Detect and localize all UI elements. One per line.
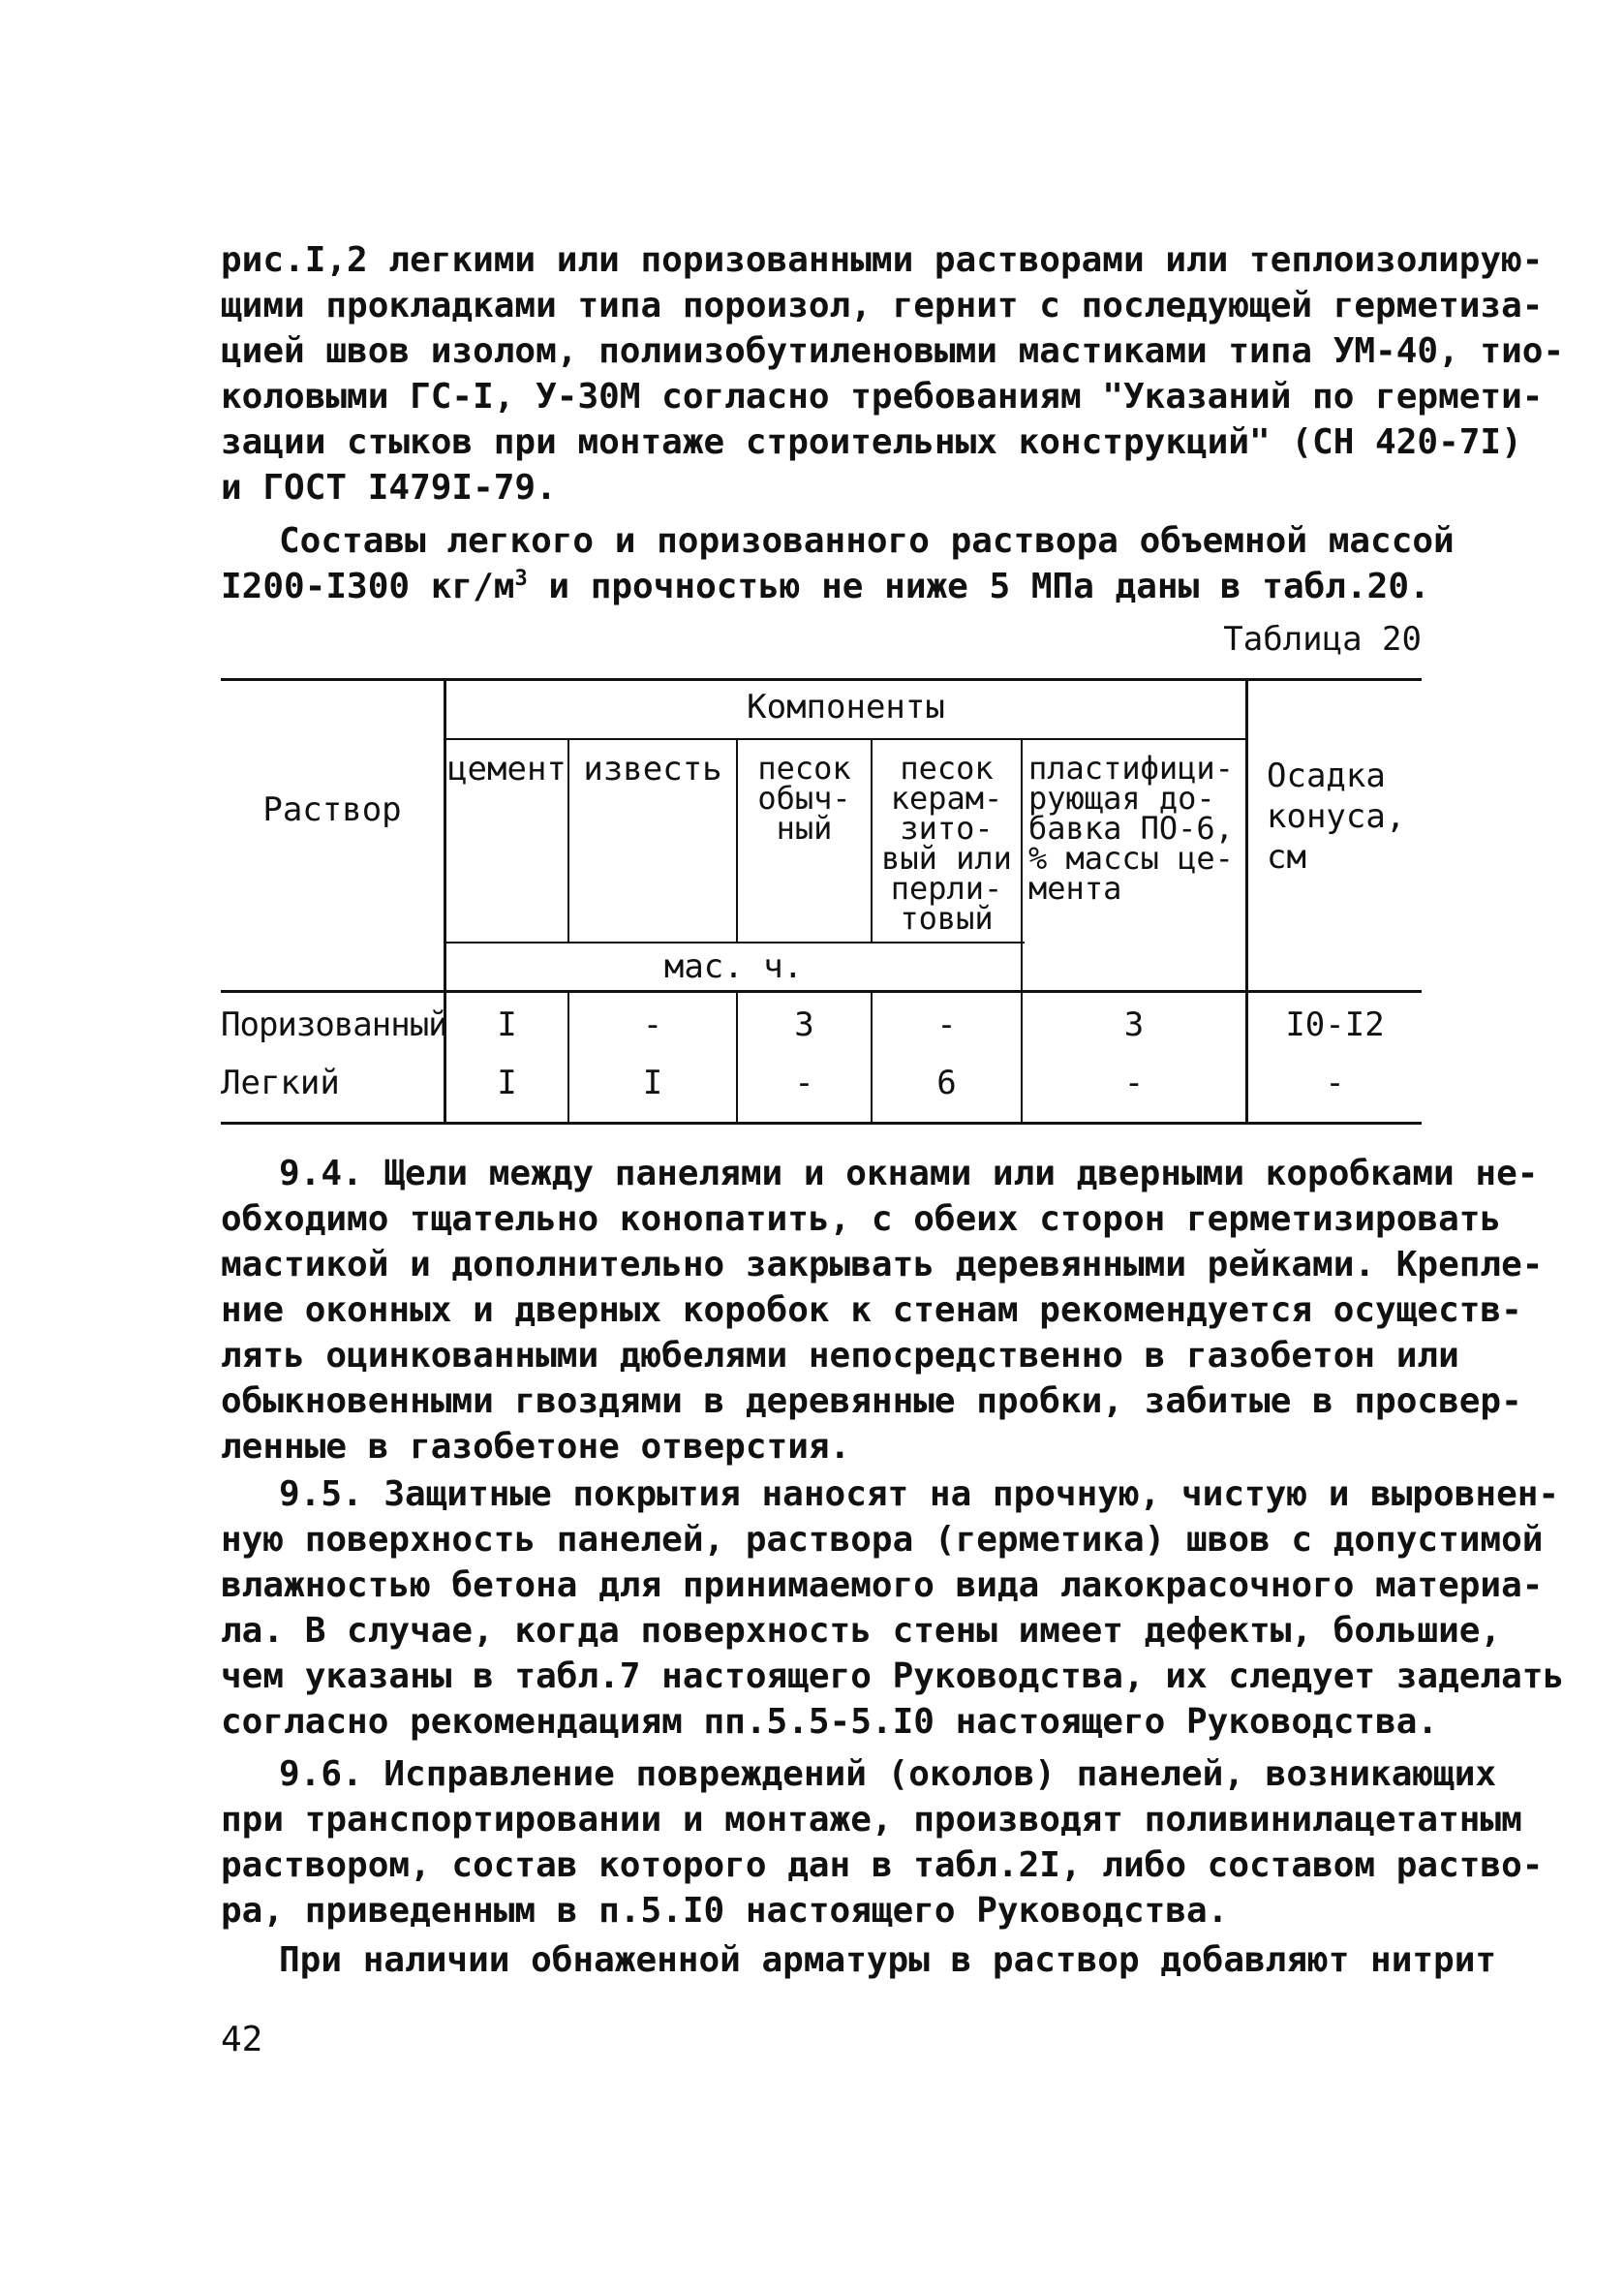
- header-units: мас. ч.: [663, 947, 804, 986]
- row-name: Поризованный: [221, 1005, 447, 1044]
- row-name: Легкий: [221, 1064, 340, 1102]
- header-slump: [1267, 756, 1422, 878]
- header-line: обыч-: [757, 780, 851, 817]
- text-line: щими прокладками типа пороизол, гернит с последующей герметиза-: [221, 286, 1544, 325]
- header-line: рующая до-: [1028, 780, 1215, 817]
- text-line: влажностью бетона для принимаемого вида лакокрасочного материа-: [221, 1565, 1544, 1605]
- header-line: пластифици-: [1028, 750, 1234, 787]
- text-line: ную поверхность панелей, раствора (герметика) швов с допустимой: [221, 1520, 1544, 1560]
- cell-cement: I: [497, 1064, 517, 1102]
- cell-cement: I: [497, 1005, 517, 1044]
- header-line: песок: [757, 750, 851, 787]
- text-line: при транспортировании и монтаже, производят поливинилацетатным: [221, 1800, 1522, 1840]
- header-line: перли-: [890, 870, 1003, 907]
- text-line: ленные в газобетоне отверстия.: [221, 1427, 851, 1467]
- cell-lime: I: [642, 1064, 663, 1102]
- header-line: мента: [1028, 870, 1122, 907]
- text-fragment: I200-I300 кг/м: [221, 567, 515, 606]
- header-line: % массы це-: [1028, 840, 1234, 877]
- section-9-4: [221, 1151, 1544, 1469]
- text-line: 9.5. Защитные покрытия наносят на прочную, чистую и выровнен-: [279, 1474, 1560, 1514]
- text-line: обыкновенными гвоздями в деревянные пробки, забитые в просвер-: [221, 1381, 1522, 1421]
- text-line: ла. В случае, когда поверхность стены имеет дефекты, большие,: [221, 1611, 1502, 1651]
- text-line: коловыми ГС-I, У-30М согласно требованиям "Указаний по гермети-: [221, 377, 1544, 417]
- header-components: Компоненты: [747, 688, 945, 727]
- header-lime: известь: [583, 750, 722, 789]
- table-rule: [444, 738, 1247, 740]
- header-solution: Раствор: [262, 790, 402, 829]
- header-line: конуса,: [1267, 797, 1406, 836]
- composition-table: [221, 678, 1422, 1124]
- section-9-5: [221, 1471, 1565, 1745]
- page-number: 42: [221, 2020, 263, 2059]
- text-line: ние оконных и дверных коробок к стенам рекомендуется осуществ-: [221, 1290, 1522, 1330]
- text-line: раствором, состав которого дан в табл.2I, либо составом раство-: [221, 1845, 1544, 1885]
- text-line: и ГОСТ I479I-79.: [221, 468, 557, 508]
- text-fragment: и прочностью не ниже 5 МПа даны в табл.20.: [527, 567, 1430, 606]
- last-paragraph: [221, 1937, 1497, 1983]
- table-header-rule: [221, 990, 1422, 993]
- text-line: зации стыков при монтаже строительных конструкций" (СН 420-7I): [221, 422, 1522, 462]
- table-col-rule: [1245, 678, 1248, 1124]
- table-top-rule: [221, 678, 1422, 681]
- composition-paragraph: [221, 518, 1455, 609]
- cell-ceramsite: -: [936, 1005, 957, 1044]
- header-line: Осадка: [1267, 757, 1386, 795]
- cell-slump: I0-I2: [1285, 1005, 1385, 1044]
- cell-ceramsite: 6: [936, 1064, 957, 1102]
- text-line: цией швов изолом, полиизобутиленовыми мастиками типа УМ-40, тио-: [221, 331, 1565, 371]
- header-line: товый: [900, 900, 994, 937]
- superscript: 3: [514, 567, 528, 591]
- cell-plasticizer: -: [1123, 1064, 1145, 1102]
- text-line: При наличии обнаженной арматуры в раствор добавляют нитрит: [279, 1940, 1497, 1980]
- header-line: песок: [900, 750, 994, 787]
- cell-sand: 3: [794, 1005, 814, 1044]
- text-line: 9.6. Исправление повреждений (околов) панелей, возникающих: [279, 1754, 1497, 1794]
- intro-paragraph: [221, 237, 1565, 510]
- text-line: рис.I,2 легкими или поризованными растворами или теплоизолирую-: [221, 240, 1544, 280]
- header-sand: [738, 750, 871, 847]
- text-line: Составы легкого и поризованного раствора объемной массой: [279, 521, 1455, 561]
- cell-sand: -: [794, 1064, 814, 1102]
- section-9-6: [221, 1751, 1544, 1933]
- text-line: мастикой и дополнительно закрывать деревянными рейками. Крепле-: [221, 1245, 1544, 1284]
- header-line: бавка ПО-6,: [1028, 810, 1234, 847]
- header-line: вый или: [881, 840, 1012, 877]
- text-line: обходимо тщательно конопатить, с обеих сторон герметизировать: [221, 1199, 1502, 1239]
- header-cement: цемент: [447, 750, 567, 789]
- table-rule: [444, 942, 1025, 943]
- cell-lime: -: [642, 1005, 663, 1044]
- header-line: ный: [776, 810, 833, 847]
- text-line: ра, приведенным в п.5.I0 настоящего Руководства.: [221, 1891, 1229, 1931]
- text-line: чем указаны в табл.7 настоящего Руководства, их следует заделать: [221, 1656, 1565, 1696]
- header-line: см: [1267, 838, 1306, 877]
- header-plasticizer: [1028, 750, 1245, 907]
- text-line: согласно рекомендациям пп.5.5-5.I0 настоящего Руководства.: [221, 1702, 1439, 1742]
- table-col-rule: [444, 678, 446, 1124]
- header-line: зито-: [900, 810, 994, 847]
- table-col-rule: [1021, 738, 1023, 1124]
- text-line: 9.4. Щели между панелями и окнами или дверными коробками не-: [279, 1154, 1539, 1193]
- table-bottom-rule: [221, 1122, 1422, 1125]
- cell-slump: -: [1325, 1064, 1345, 1102]
- text-line: [221, 564, 1430, 609]
- cell-plasticizer: 3: [1123, 1005, 1145, 1044]
- table-caption: Таблица 20: [1223, 620, 1422, 659]
- header-ceramsite: [873, 750, 1021, 937]
- text-line: лять оцинкованными дюбелями непосредственно в газобетон или: [221, 1336, 1459, 1376]
- header-line: керам-: [890, 780, 1003, 817]
